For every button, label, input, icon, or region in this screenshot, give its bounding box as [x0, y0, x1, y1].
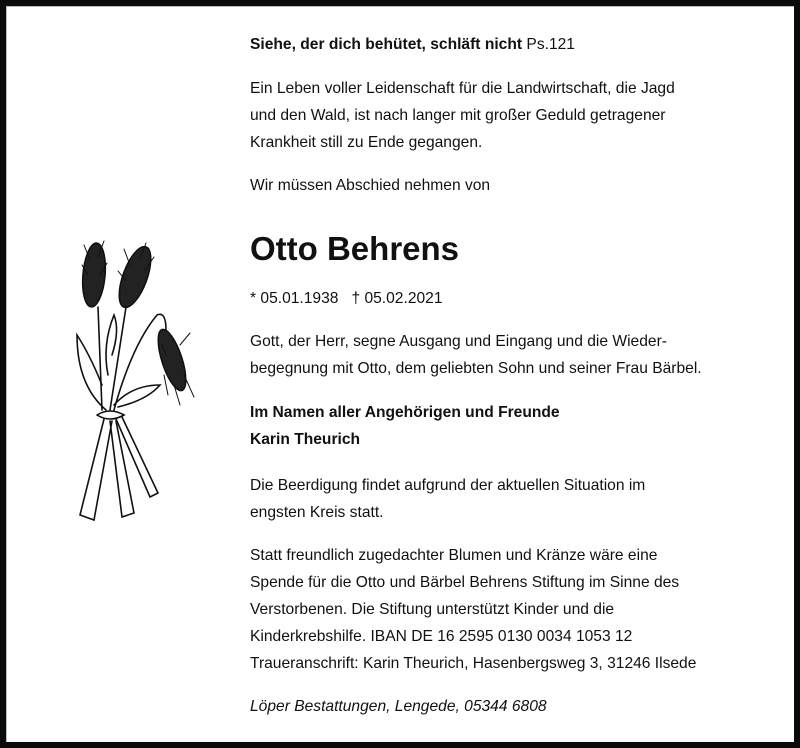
- death-date: † 05.02.2021: [351, 290, 443, 307]
- deceased-name: Otto Behrens: [250, 230, 460, 267]
- life-dates: [250, 285, 443, 312]
- text-line: Statt freundlich zugedachter Blumen und Kränze wäre eine: [250, 547, 658, 564]
- text-line: und den Wald, ist nach langer mit großer Geduld getragener: [250, 107, 666, 124]
- signature-line: Im Namen aller Angehörigen und Freunde: [250, 404, 560, 421]
- text-line: Die Beerdigung findet aufgrund der aktuellen Situation im: [250, 477, 646, 494]
- obituary-notice: [6, 6, 794, 742]
- farewell-text: Wir müssen Abschied nehmen von: [250, 177, 491, 194]
- birth-date: * 05.01.1938: [250, 290, 339, 307]
- text-line: Krankheit still zu Ende gegangen.: [250, 134, 483, 151]
- verse-text: Siehe, der dich behütet, schläft nicht: [250, 36, 523, 53]
- text-line: Spende für die Otto und Bärbel Behrens Stiftung im Sinne des: [250, 574, 680, 591]
- funeral-paragraph: [250, 472, 645, 526]
- text-line: Ein Leben voller Leidenschaft für die Landwirtschaft, die Jagd: [250, 80, 675, 97]
- text-line: Gott, der Herr, segne Ausgang und Eingang und die Wieder-: [250, 333, 667, 350]
- text-line: begegnung mit Otto, dem geliebten Sohn und seiner Frau Bärbel.: [250, 360, 702, 377]
- signature: [250, 399, 560, 453]
- verse: [250, 31, 575, 58]
- undertaker-info: Löper Bestattungen, Lengede, 05344 6808: [250, 698, 547, 715]
- text-line: Verstorbenen. Die Stiftung unterstützt Kinder und die: [250, 601, 615, 618]
- blessing-paragraph: [250, 328, 702, 382]
- text-line: Traueranschrift: Karin Theurich, Hasenbergsweg 3, 31246 Ilsede: [250, 655, 697, 672]
- wheat-bundle-icon: [62, 235, 202, 530]
- text-line: engsten Kreis statt.: [250, 504, 384, 521]
- signature-name: Karin Theurich: [250, 431, 361, 448]
- verse-reference: Ps.121: [526, 36, 575, 53]
- donation-paragraph: [250, 542, 696, 677]
- text-line: Kinderkrebshilfe. IBAN DE 16 2595 0130 0034 1053 12: [250, 628, 633, 645]
- intro-paragraph: [250, 75, 675, 156]
